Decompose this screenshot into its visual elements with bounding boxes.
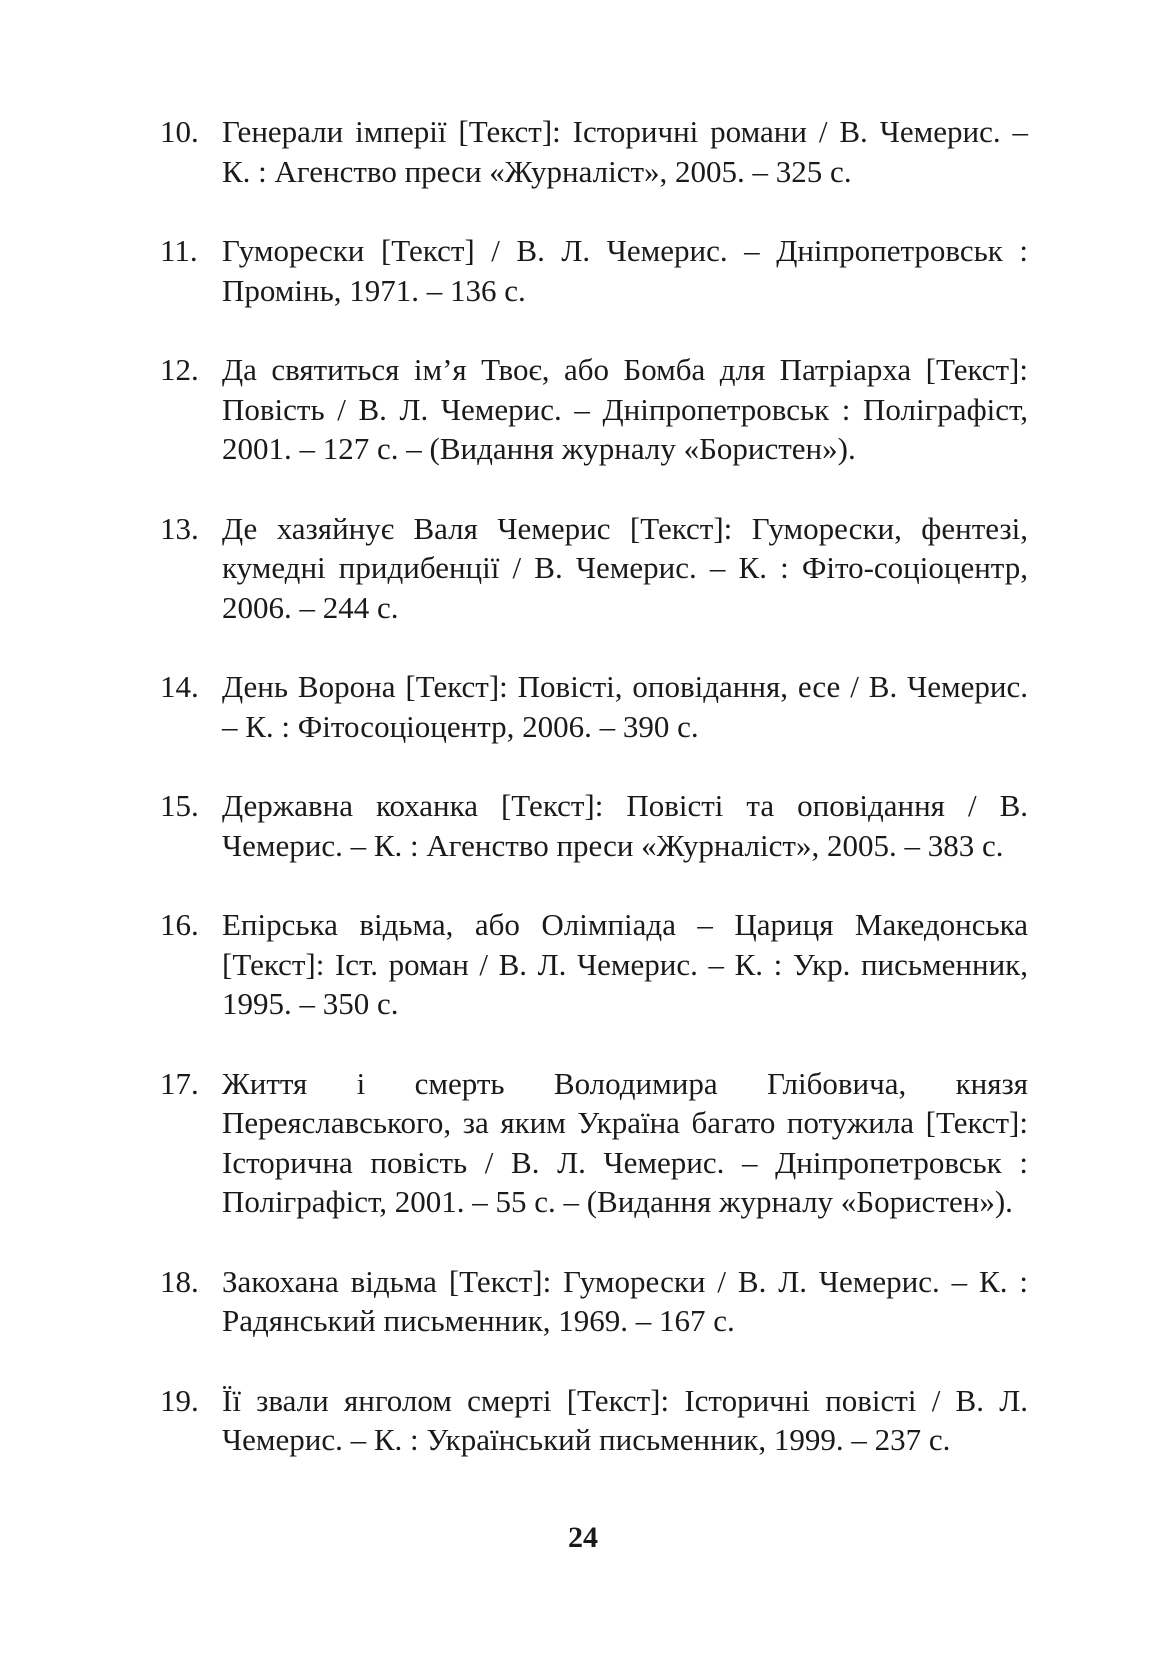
entry-text: Да святиться ім’я Твоє, або Бомба для Патріарха [Текст]: Повість / В. Л. Чемерис. – Дніпропетровськ : Поліграфіст, 2001. – 127 с. – (Видання журналу «Бористен»). — [222, 352, 1028, 466]
bibliography-entry — [160, 350, 1028, 469]
bibliography-entry — [160, 905, 1028, 1024]
entry-text: Де хазяйнує Валя Чемерис [Текст]: Гуморески, фентезі, кумедні придибенції / В. Чемерис. – К. : Фіто-соціоцентр, 2006. – 244 с. — [222, 510, 1028, 625]
bibliography-entry — [160, 231, 1028, 310]
entry-text: Епірська відьма, або Олімпіада – Цариця Македонська [Текст]: Іст. роман / В. Л. Чемерис. – К. : Укр. письменник, 1995. – 350 с. — [222, 907, 1028, 1021]
entry-text: Закохана відьма [Текст]: Гуморески / В. Л. Чемерис. – К. : Радянський письменник, 1969. – 167 с. — [222, 1263, 1028, 1338]
entry-number: 16. — [160, 907, 199, 942]
entry-number: 12. — [160, 352, 199, 387]
bibliography-entry — [160, 112, 1028, 191]
entry-number: 18. — [160, 1263, 199, 1299]
entry-text: Гуморески [Текст] / В. Л. Чемерис. – Дніпропетровськ : Промінь, 1971. – 136 с. — [222, 233, 1028, 308]
entry-text: Генерали імперії [Текст]: Історичні романи / В. Чемерис. – К. : Агенство преси «Журналіст», 2005. – 325 с. — [222, 114, 1028, 189]
entry-number: 13. — [160, 510, 199, 546]
entry-number: 14. — [160, 669, 199, 704]
entry-text: Життя і смерть Володимира Глібовича, князя Переяславського, за яким Україна багато потужила [Текст]: Історична повість / В. Л. Чемерис. – Дніпропетровськ : Поліграфіст, 2001. – 55 с. – (Видання журналу «Бористен»). — [222, 1065, 1028, 1219]
bibliography-entry — [160, 509, 1028, 628]
entry-number: 10. — [160, 114, 199, 149]
entry-text: День Ворона [Текст]: Повісті, оповідання, есе / В. Чемерис. – К. : Фітосоціоцентр, 2006. – 390 с. — [222, 669, 1028, 744]
bibliography-entry — [160, 667, 1028, 746]
bibliography-entry — [160, 1262, 1028, 1341]
entry-text: Державна коханка [Текст]: Повісті та оповідання / В. Чемерис. – К. : Агенство преси «Журналіст», 2005. – 383 с. — [222, 788, 1028, 863]
page-number: 24 — [568, 1521, 598, 1554]
bibliography-entry — [160, 1064, 1028, 1222]
bibliography-entry — [160, 786, 1028, 865]
entry-number: 17. — [160, 1065, 199, 1101]
bibliography-list — [160, 112, 1028, 1460]
entry-number: 19. — [160, 1382, 199, 1418]
bibliography-entry — [160, 1381, 1028, 1460]
entry-number: 15. — [160, 788, 199, 823]
entry-number: 11. — [160, 233, 198, 268]
entry-text: Її звали янголом смерті [Текст]: Історичні повісті / В. Л. Чемерис. – К. : Український письменник, 1999. – 237 с. — [222, 1382, 1028, 1457]
